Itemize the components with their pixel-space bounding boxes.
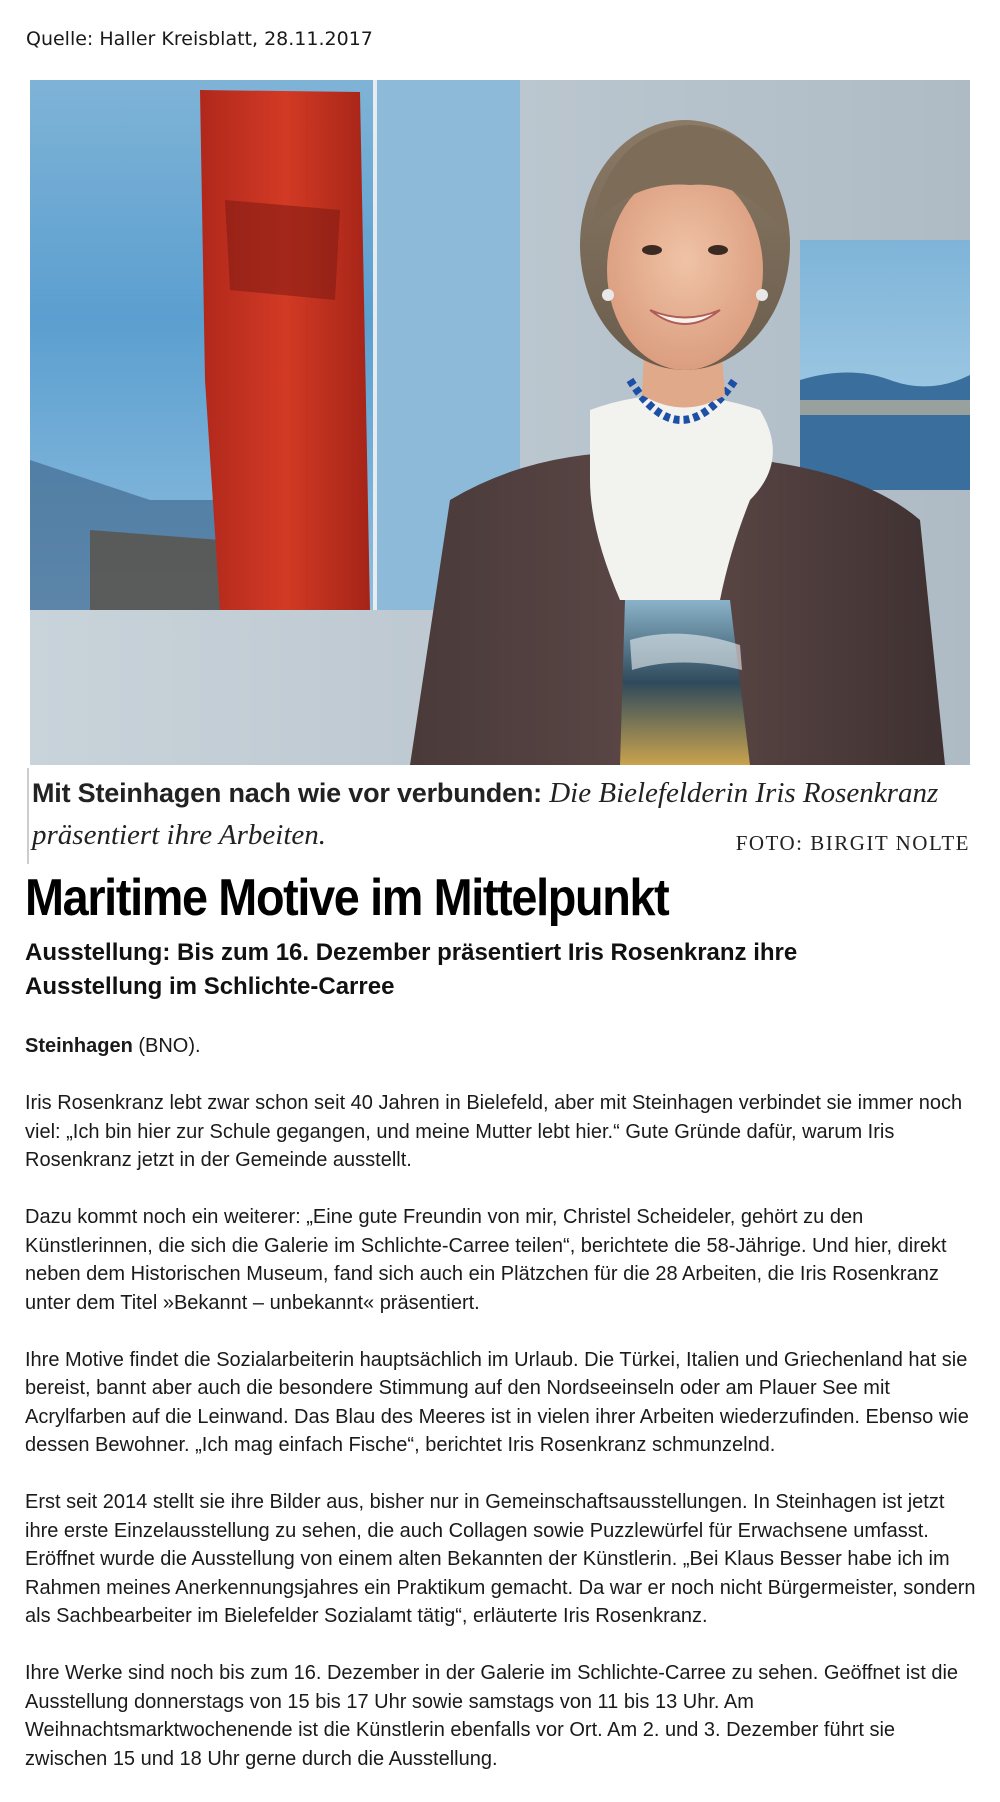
dateline-agency: (BNO). [132, 1035, 201, 1057]
caption-text: Die Bielefelderin Iris Rosenkranz präsentiert ihre Arbeiten. [32, 777, 939, 851]
paragraph: Erst seit 2014 stellt sie ihre Bilder aus, bisher nur in Gemeinschaftsausstellungen. In Steinhagen ist jetzt ihre erste Einzelausstellung zu sehen, die auch Collagen sowie Puzzlewürfel für Erwachsene umfasst. Eröffnet wurde die Ausstellung von einem alten Bekannten der Künstlerin. „Bei Klaus Besser habe ich im Rahmen meines Anerkennungsjahres ein Praktikum gemacht. Da war er noch nicht Bürgermeister, sondern als Sachbearbeiter im Bielefelder Sozialamt tätig“, erläuterte Iris Rosenkranz. [25, 1491, 976, 1627]
dateline-place: Steinhagen [25, 1035, 133, 1057]
paragraph: Ihre Motive findet die Sozialarbeiterin hauptsächlich im Urlaub. Die Türkei, Italien und Griechenland hat sie bereist, bannt aber auch die besondere Stimmung auf den Nordseeinseln oder am Plauer See mit Acrylfarben auf die Leinwand. Das Blau des Meeres ist in vielen ihrer Arbeiten wiederzufinden. Ebenso wie dessen Bewohner. „Ich mag einfach Fische“, berichtet Iris Rosenkranz schmunzelnd. [25, 1348, 969, 1456]
article-body [25, 1032, 980, 1802]
article-photo [30, 80, 970, 765]
paragraph: Dazu kommt noch ein weiterer: „Eine gute Freundin von mir, Christel Scheideler, gehört zu den Künstlerinnen, die sich die Galerie im Schlichte-Carree teilen“, berichtete die 58-Jährige. Und hier, direkt neben dem Historischen Museum, fand sich auch ein Plätzchen für die 28 Arbeiten, die Iris Rosenkranz unter dem Titel »Bekannt – unbekannt« präsentiert. [25, 1206, 947, 1314]
caption-lead: Mit Steinhagen nach wie vor verbunden: [32, 778, 542, 808]
caption-rule [27, 768, 29, 864]
article-headline: Maritime Motive im Mittelpunkt [25, 869, 669, 927]
paragraph: Iris Rosenkranz lebt zwar schon seit 40 Jahren in Bielefeld, aber mit Steinhagen verbindet sie immer noch viel: „Ich bin hier zur Schule gegangen, und meine Mutter lebt hier.“ Gute Gründe dafür, warum Iris Rosenkranz jetzt in der Gemeinde ausstellt. [25, 1092, 963, 1171]
photo-portrait-icon [30, 80, 970, 765]
photo-credit: FOTO: BIRGIT NOLTE [735, 831, 970, 855]
article-subhead: Ausstellung: Bis zum 16. Dezember präsentiert Iris Rosenkranz ihre Ausstellung im Schlichte-Carree [25, 939, 798, 1000]
dateline [25, 1032, 980, 1061]
photo-caption [32, 772, 970, 856]
source-line: Quelle: Haller Kreisblatt, 28.11.2017 [26, 28, 373, 50]
paragraph: Ihre Werke sind noch bis zum 16. Dezember in der Galerie im Schlichte-Carree zu sehen. Geöffnet ist die Ausstellung donnerstags von 15 bis 17 Uhr sowie samstags von 11 bis 13 Uhr. Am Weihnachtsmarktwochenende ist die Künstlerin ebenfalls vor Ort. Am 2. und 3. Dezember führt sie zwischen 15 und 18 Uhr gerne durch die Ausstellung. [25, 1662, 959, 1770]
